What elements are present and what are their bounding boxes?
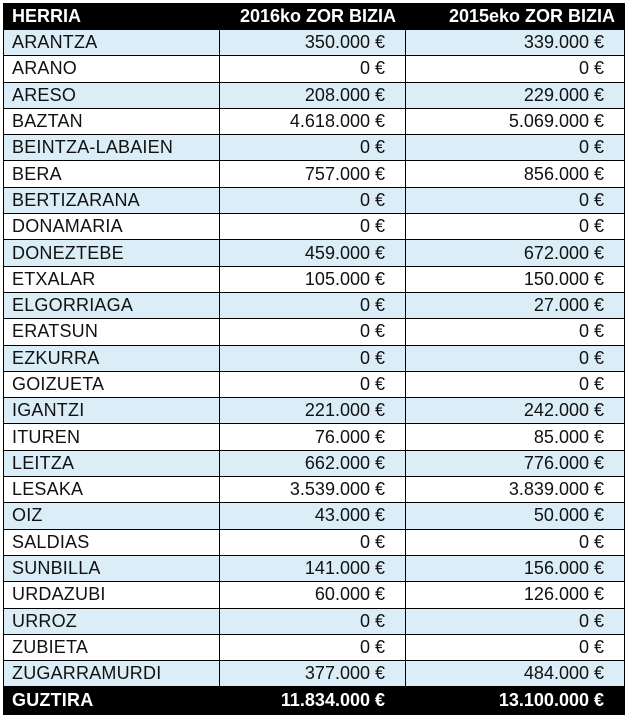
debt-2016-cell: 0 € (220, 345, 406, 371)
municipality-cell: DONEZTEBE (4, 240, 220, 266)
municipality-cell: ARANO (4, 56, 220, 82)
debt-2015-cell: 0 € (406, 529, 625, 555)
total-2015: 13.100.000 € (406, 687, 625, 715)
debt-2016-cell: 0 € (220, 529, 406, 555)
table-body (4, 30, 625, 687)
municipality-cell: URROZ (4, 608, 220, 634)
table-row (4, 135, 625, 161)
table-row (4, 503, 625, 529)
debt-2016-cell: 141.000 € (220, 555, 406, 581)
debt-2016-cell: 350.000 € (220, 30, 406, 56)
debt-2016-cell: 0 € (220, 634, 406, 660)
municipality-cell: ETXALAR (4, 266, 220, 292)
debt-2015-cell: 0 € (406, 634, 625, 660)
debt-2016-cell: 0 € (220, 135, 406, 161)
debt-2015-cell: 672.000 € (406, 240, 625, 266)
debt-table-container (3, 3, 624, 711)
debt-2016-cell: 60.000 € (220, 582, 406, 608)
table-row (4, 240, 625, 266)
table-row (4, 555, 625, 581)
table-row (4, 371, 625, 397)
municipality-cell: BEINTZA-LABAIEN (4, 135, 220, 161)
municipality-cell: SALDIAS (4, 529, 220, 555)
municipality-cell: ITUREN (4, 424, 220, 450)
debt-2016-cell: 0 € (220, 56, 406, 82)
debt-2015-cell: 776.000 € (406, 450, 625, 476)
column-header-herria: HERRIA (4, 4, 220, 30)
debt-2015-cell: 484.000 € (406, 661, 625, 687)
debt-2016-cell: 3.539.000 € (220, 477, 406, 503)
table-row (4, 661, 625, 687)
debt-2015-cell: 0 € (406, 135, 625, 161)
table-row (4, 398, 625, 424)
municipality-cell: BAZTAN (4, 108, 220, 134)
municipality-cell: ARESO (4, 82, 220, 108)
table-row (4, 582, 625, 608)
debt-2015-cell: 229.000 € (406, 82, 625, 108)
debt-2015-cell: 126.000 € (406, 582, 625, 608)
debt-2016-cell: 459.000 € (220, 240, 406, 266)
debt-2015-cell: 339.000 € (406, 30, 625, 56)
table-row (4, 214, 625, 240)
debt-2015-cell: 0 € (406, 214, 625, 240)
total-2016: 11.834.000 € (220, 687, 406, 715)
column-header-2015: 2015eko ZOR BIZIA (406, 4, 625, 30)
table-row (4, 345, 625, 371)
table-row (4, 82, 625, 108)
table-header-row (4, 4, 625, 30)
debt-2015-cell: 856.000 € (406, 161, 625, 187)
municipality-cell: BERTIZARANA (4, 187, 220, 213)
table-row (4, 56, 625, 82)
debt-2015-cell: 50.000 € (406, 503, 625, 529)
debt-2016-cell: 221.000 € (220, 398, 406, 424)
debt-2015-cell: 0 € (406, 319, 625, 345)
table-row (4, 30, 625, 56)
total-row (4, 687, 625, 715)
municipality-cell: URDAZUBI (4, 582, 220, 608)
table-row (4, 634, 625, 660)
debt-2016-cell: 377.000 € (220, 661, 406, 687)
table-row (4, 108, 625, 134)
debt-2015-cell: 156.000 € (406, 555, 625, 581)
debt-2015-cell: 242.000 € (406, 398, 625, 424)
table-row (4, 319, 625, 345)
table-row (4, 161, 625, 187)
table-row (4, 608, 625, 634)
total-label: GUZTIRA (4, 687, 220, 715)
table-row (4, 266, 625, 292)
debt-2016-cell: 0 € (220, 292, 406, 318)
debt-2016-cell: 0 € (220, 319, 406, 345)
debt-2016-cell: 0 € (220, 214, 406, 240)
debt-2016-cell: 0 € (220, 371, 406, 397)
municipality-cell: IGANTZI (4, 398, 220, 424)
municipality-cell: LEITZA (4, 450, 220, 476)
municipality-cell: OIZ (4, 503, 220, 529)
municipality-cell: ARANTZA (4, 30, 220, 56)
debt-2015-cell: 0 € (406, 608, 625, 634)
debt-2015-cell: 85.000 € (406, 424, 625, 450)
debt-2016-cell: 662.000 € (220, 450, 406, 476)
column-header-2016: 2016ko ZOR BIZIA (220, 4, 406, 30)
table-row (4, 424, 625, 450)
debt-2015-cell: 27.000 € (406, 292, 625, 318)
municipality-cell: SUNBILLA (4, 555, 220, 581)
debt-2015-cell: 0 € (406, 187, 625, 213)
table-row (4, 187, 625, 213)
table-row (4, 292, 625, 318)
debt-2016-cell: 4.618.000 € (220, 108, 406, 134)
debt-2016-cell: 105.000 € (220, 266, 406, 292)
table-row (4, 450, 625, 476)
debt-2015-cell: 3.839.000 € (406, 477, 625, 503)
municipality-cell: DONAMARIA (4, 214, 220, 240)
municipality-cell: ERATSUN (4, 319, 220, 345)
municipality-cell: BERA (4, 161, 220, 187)
debt-2016-cell: 0 € (220, 608, 406, 634)
municipality-cell: ZUBIETA (4, 634, 220, 660)
debt-2015-cell: 0 € (406, 345, 625, 371)
municipality-cell: ZUGARRAMURDI (4, 661, 220, 687)
debt-2015-cell: 0 € (406, 371, 625, 397)
debt-2015-cell: 5.069.000 € (406, 108, 625, 134)
debt-2016-cell: 76.000 € (220, 424, 406, 450)
debt-2016-cell: 208.000 € (220, 82, 406, 108)
municipality-cell: GOIZUETA (4, 371, 220, 397)
table-row (4, 529, 625, 555)
municipality-cell: LESAKA (4, 477, 220, 503)
debt-2016-cell: 757.000 € (220, 161, 406, 187)
table-row (4, 477, 625, 503)
debt-2015-cell: 0 € (406, 56, 625, 82)
municipality-cell: ELGORRIAGA (4, 292, 220, 318)
debt-2016-cell: 0 € (220, 187, 406, 213)
debt-2015-cell: 150.000 € (406, 266, 625, 292)
debt-2016-cell: 43.000 € (220, 503, 406, 529)
debt-table (3, 3, 625, 715)
municipality-cell: EZKURRA (4, 345, 220, 371)
